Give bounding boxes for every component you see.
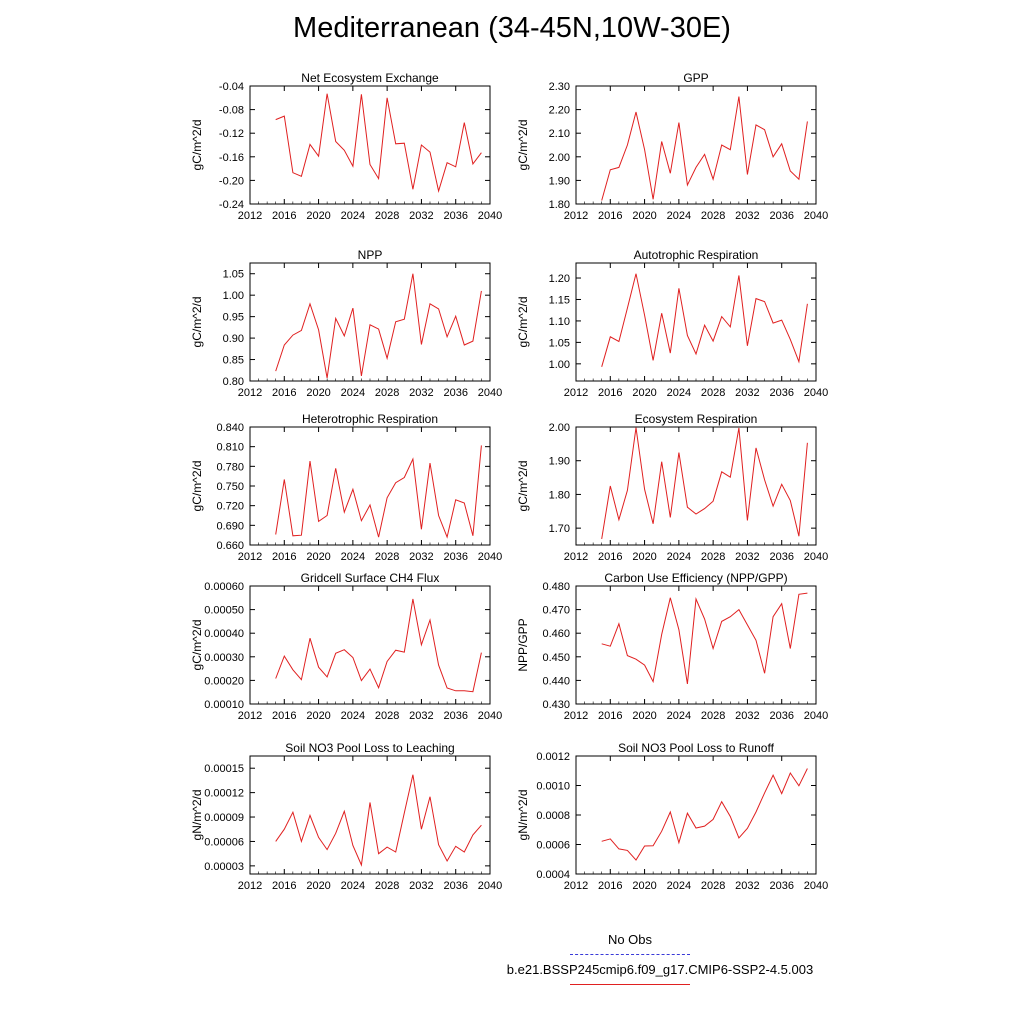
x-tick-label: 2032 — [409, 387, 434, 399]
x-tick-label: 2024 — [666, 551, 692, 563]
y-tick-label: 0.450 — [542, 651, 570, 664]
x-tick-label: 2016 — [272, 210, 297, 222]
x-tick-label: 2012 — [563, 210, 589, 222]
x-tick-label: 2032 — [735, 210, 760, 222]
y-tick-label: 0.00006 — [204, 836, 244, 849]
y-tick-label: 2.10 — [548, 128, 570, 141]
x-tick-label: 2024 — [340, 710, 366, 722]
y-axis-label: gC/m^2/d — [190, 619, 204, 671]
x-tick-label: 2020 — [306, 551, 331, 563]
y-tick-label: 0.00003 — [204, 860, 244, 873]
x-tick-label: 2032 — [735, 880, 760, 892]
plot-frame — [576, 263, 816, 381]
y-tick-label: -0.20 — [218, 175, 244, 188]
x-tick-label: 2012 — [563, 387, 589, 399]
y-tick-label: 0.0008 — [536, 810, 570, 822]
series-line — [276, 274, 482, 378]
y-tick-label: 2.00 — [548, 151, 570, 164]
x-tick-label: 2012 — [563, 710, 589, 722]
series-line — [602, 428, 808, 539]
x-tick-label: 2028 — [700, 880, 726, 892]
x-tick-label: 2040 — [477, 710, 503, 722]
x-tick-label: 2040 — [477, 551, 503, 563]
chart-title: GPP — [683, 71, 709, 85]
x-tick-label: 2040 — [477, 210, 503, 222]
y-axis-label: gC/m^2/d — [516, 296, 530, 348]
x-tick-label: 2036 — [443, 710, 468, 722]
y-tick-label: 0.480 — [542, 581, 570, 593]
y-axis-label: NPP/GPP — [516, 618, 530, 672]
series-line — [276, 599, 482, 692]
x-tick-label: 2024 — [340, 880, 366, 892]
chart-title: Autotrophic Respiration — [633, 248, 759, 262]
page-title: Mediterranean (34-45N,10W-30E) — [293, 12, 731, 44]
y-axis-label: gC/m^2/d — [190, 296, 204, 348]
y-tick-label: 0.0004 — [536, 869, 570, 881]
x-tick-label: 2016 — [272, 387, 297, 399]
y-axis-label: gC/m^2/d — [190, 460, 204, 512]
y-tick-label: 0.80 — [222, 376, 244, 388]
legend-model-line — [570, 984, 690, 985]
legend-model-label: b.e21.BSSP245cmip6.f09_g17.CMIP6-SSP2-4.5.003 — [506, 962, 814, 977]
y-tick-label: 0.00050 — [204, 604, 244, 617]
chart-title: Gridcell Surface CH4 Flux — [300, 571, 440, 585]
x-tick-label: 2016 — [598, 210, 623, 222]
x-tick-label: 2032 — [409, 710, 434, 722]
chart-panel — [190, 412, 502, 563]
legend-obs-line — [570, 954, 690, 955]
x-tick-label: 2028 — [700, 710, 726, 722]
chart-title: Heterotrophic Respiration — [301, 412, 439, 426]
x-tick-label: 2028 — [700, 387, 726, 399]
y-tick-label: 0.0006 — [536, 839, 570, 852]
x-tick-label: 2020 — [306, 710, 331, 722]
series-line — [602, 593, 808, 684]
y-axis-label: gN/m^2/d — [516, 789, 530, 841]
x-tick-label: 2040 — [803, 880, 829, 892]
x-tick-label: 2016 — [272, 551, 297, 563]
y-tick-label: 1.05 — [548, 337, 570, 350]
x-tick-label: 2040 — [477, 880, 503, 892]
plot-frame — [250, 756, 490, 874]
x-tick-label: 2028 — [374, 210, 400, 222]
x-tick-label: 2028 — [374, 880, 400, 892]
y-tick-label: 0.00040 — [204, 628, 244, 641]
series-line — [602, 97, 808, 201]
y-tick-label: -0.08 — [218, 104, 244, 117]
y-tick-label: 1.90 — [548, 175, 570, 188]
x-tick-label: 2020 — [632, 387, 657, 399]
y-tick-label: 0.660 — [216, 540, 244, 552]
plot-frame — [576, 427, 816, 545]
legend-obs-label: No Obs — [607, 932, 653, 947]
x-tick-label: 2024 — [340, 210, 366, 222]
y-tick-label: 0.00012 — [204, 787, 244, 800]
chart-title: Ecosystem Respiration — [634, 412, 758, 426]
y-tick-label: 1.00 — [548, 358, 570, 371]
x-tick-label: 2032 — [409, 880, 434, 892]
chart-panel — [516, 412, 828, 563]
x-tick-label: 2012 — [237, 210, 263, 222]
x-tick-label: 2020 — [632, 880, 657, 892]
y-tick-label: 0.85 — [222, 354, 244, 367]
y-axis-label: gC/m^2/d — [190, 119, 204, 171]
x-tick-label: 2028 — [374, 387, 400, 399]
x-tick-label: 2012 — [237, 387, 263, 399]
y-tick-label: 1.90 — [548, 455, 570, 468]
series-line — [602, 274, 808, 367]
plot-frame — [250, 427, 490, 545]
y-axis-label: gC/m^2/d — [516, 460, 530, 512]
plot-frame — [576, 86, 816, 204]
x-tick-label: 2016 — [598, 880, 623, 892]
series-line — [276, 94, 482, 191]
x-tick-label: 2032 — [735, 551, 760, 563]
y-tick-label: 0.00020 — [204, 675, 244, 688]
chart-panel — [190, 571, 502, 722]
x-tick-label: 2016 — [272, 880, 297, 892]
chart-title: Soil NO3 Pool Loss to Leaching — [285, 741, 455, 755]
x-tick-label: 2028 — [700, 210, 726, 222]
x-tick-label: 2020 — [632, 210, 657, 222]
x-tick-label: 2020 — [306, 210, 331, 222]
x-tick-label: 2024 — [666, 210, 692, 222]
x-tick-label: 2016 — [598, 551, 623, 563]
x-tick-label: 2032 — [735, 387, 760, 399]
x-tick-label: 2040 — [477, 387, 503, 399]
x-tick-label: 2020 — [306, 387, 331, 399]
chart-panel — [190, 248, 502, 399]
y-tick-label: 0.00015 — [204, 763, 244, 776]
chart-panel — [516, 71, 828, 222]
series-line — [276, 445, 482, 537]
x-tick-label: 2032 — [409, 210, 434, 222]
y-tick-label: 0.00060 — [204, 581, 244, 593]
x-tick-label: 2036 — [769, 880, 794, 892]
y-tick-label: 0.690 — [216, 520, 244, 533]
x-tick-label: 2012 — [237, 880, 263, 892]
plot-frame — [250, 586, 490, 704]
y-tick-label: 0.0010 — [536, 780, 570, 793]
y-tick-label: 2.00 — [548, 422, 570, 434]
chart-title: NPP — [357, 248, 383, 262]
x-tick-label: 2036 — [443, 387, 468, 399]
chart-panel — [516, 741, 828, 892]
x-tick-label: 2012 — [237, 551, 263, 563]
x-tick-label: 2024 — [666, 880, 692, 892]
y-tick-label: -0.12 — [218, 128, 244, 141]
plot-frame — [250, 86, 490, 204]
chart-panel — [516, 571, 828, 722]
x-tick-label: 2020 — [632, 710, 657, 722]
y-tick-label: 1.80 — [548, 489, 570, 502]
y-tick-label: 0.00010 — [204, 699, 244, 711]
x-tick-label: 2036 — [769, 387, 794, 399]
x-tick-label: 2036 — [443, 210, 468, 222]
x-tick-label: 2040 — [803, 551, 829, 563]
y-tick-label: 0.90 — [222, 333, 244, 346]
x-tick-label: 2020 — [632, 551, 657, 563]
x-tick-label: 2028 — [374, 551, 400, 563]
y-tick-label: 0.810 — [216, 441, 244, 454]
chart-panel — [516, 248, 828, 399]
plot-frame — [576, 756, 816, 874]
y-tick-label: 1.70 — [548, 523, 570, 536]
x-tick-label: 2036 — [769, 551, 794, 563]
y-tick-label: 0.750 — [216, 481, 244, 493]
x-tick-label: 2036 — [443, 551, 468, 563]
x-tick-label: 2028 — [374, 710, 400, 722]
chart-title: Soil NO3 Pool Loss to Runoff — [618, 741, 774, 755]
x-tick-label: 2024 — [666, 710, 692, 722]
y-tick-label: 1.10 — [548, 315, 570, 328]
y-axis-label: gN/m^2/d — [190, 789, 204, 841]
y-tick-label: 0.440 — [542, 675, 570, 688]
x-tick-label: 2036 — [769, 710, 794, 722]
y-tick-label: 1.80 — [548, 199, 570, 211]
x-tick-label: 2020 — [306, 880, 331, 892]
x-tick-label: 2040 — [803, 387, 829, 399]
x-tick-label: 2012 — [563, 551, 589, 563]
y-tick-label: 1.20 — [548, 273, 570, 286]
y-tick-label: 0.470 — [542, 604, 570, 617]
x-tick-label: 2016 — [598, 710, 623, 722]
x-tick-label: 2032 — [735, 710, 760, 722]
x-tick-label: 2024 — [666, 387, 692, 399]
y-tick-label: 0.460 — [542, 628, 570, 641]
chart-panel — [190, 71, 502, 222]
y-tick-label: 0.430 — [542, 699, 570, 711]
plot-frame — [250, 263, 490, 381]
y-tick-label: 0.00009 — [204, 812, 244, 825]
chart-title: Net Ecosystem Exchange — [301, 71, 439, 85]
y-tick-label: 0.780 — [216, 461, 244, 474]
y-tick-label: -0.04 — [218, 81, 244, 93]
y-tick-label: 0.95 — [222, 311, 244, 324]
x-tick-label: 2036 — [443, 880, 468, 892]
y-tick-label: 2.30 — [548, 81, 570, 93]
x-tick-label: 2012 — [237, 710, 263, 722]
y-tick-label: 1.00 — [222, 290, 244, 303]
x-tick-label: 2036 — [769, 210, 794, 222]
x-tick-label: 2028 — [700, 551, 726, 563]
y-tick-label: 0.00030 — [204, 651, 244, 664]
y-tick-label: 1.15 — [548, 294, 570, 307]
x-tick-label: 2016 — [598, 387, 623, 399]
y-tick-label: 0.840 — [216, 422, 244, 434]
y-tick-label: 2.20 — [548, 104, 570, 117]
x-tick-label: 2016 — [272, 710, 297, 722]
x-tick-label: 2024 — [340, 387, 366, 399]
x-tick-label: 2040 — [803, 710, 829, 722]
chart-panel — [190, 741, 502, 892]
y-tick-label: 1.05 — [222, 268, 244, 281]
chart-title: Carbon Use Efficiency (NPP/GPP) — [604, 571, 788, 585]
series-line — [276, 775, 482, 865]
y-tick-label: -0.24 — [218, 199, 244, 211]
x-tick-label: 2012 — [563, 880, 589, 892]
x-tick-label: 2032 — [409, 551, 434, 563]
y-tick-label: -0.16 — [218, 151, 244, 164]
x-tick-label: 2024 — [340, 551, 366, 563]
y-tick-label: 0.720 — [216, 500, 244, 513]
series-line — [602, 769, 808, 861]
y-tick-label: 0.0012 — [536, 751, 570, 763]
y-axis-label: gC/m^2/d — [516, 119, 530, 171]
x-tick-label: 2040 — [803, 210, 829, 222]
